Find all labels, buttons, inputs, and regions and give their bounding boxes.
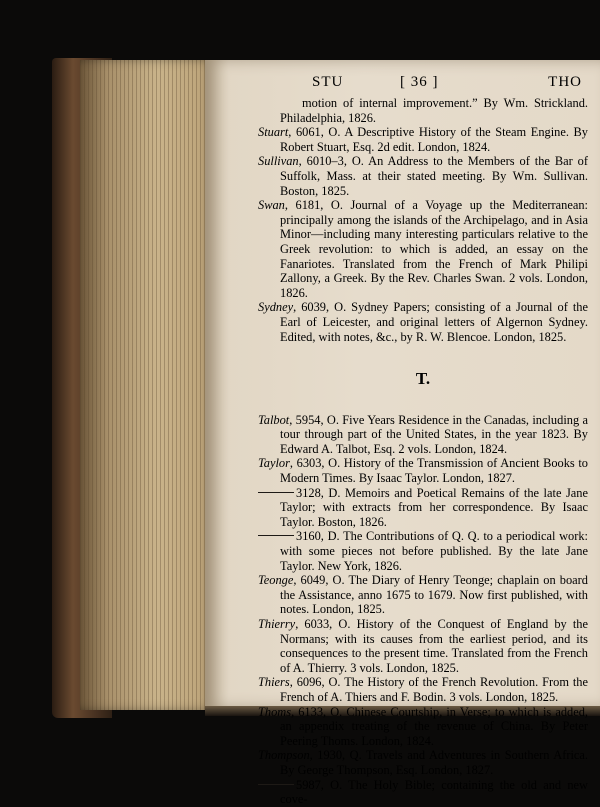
ditto-dash	[258, 535, 294, 536]
entry-text: , 6303, O. History of the Transmission of Ancient Books to Modern Times. By Isaac Taylor. London, 1827.	[280, 456, 588, 486]
entry-text: , 6033, O. History of the Conquest of England by the Normans; with its causes from the earliest period, and its consequences to the present time. Translated from the French of A. Thierry. 3 vols. London, 1825.	[280, 617, 588, 675]
catalogue-entry	[258, 617, 588, 675]
page-edges	[80, 60, 220, 710]
entry-text: 3160, D. The Contributions of Q. Q. to a periodical work: with some pieces not before published. By the late Jane Taylor. New York, 1826.	[280, 529, 588, 573]
catalogue-entry	[258, 573, 588, 617]
entry-text: , 6181, O. Journal of a Voyage up the Mediterranean: principally among the islands of the Archipelago, and in Asia Minor—including many interesting particulars relative to the Greek revolution: to which is added, an essay on the Fanariotes. Translated from the French of Mark Philipi Zallony, a Greek. By the Rev. Charles Swan. 2 vols. London, 1826.	[280, 198, 588, 300]
catalogue-entry	[258, 486, 588, 530]
entry-text: , 5954, O. Five Years Residence in the Canadas, including a tour through part of the United States, in the year 1823. By Edward A. Talbot, Esq. 2 vols. London, 1824.	[280, 412, 588, 456]
catalogue-entry	[258, 456, 588, 485]
entry-text: , 6133, O. Chinese Courtship, in Verse; to which is added, an appendix treating of the revenue of China. By Peter Peering Thoms. London, 1824.	[280, 704, 588, 748]
entry-text: , 6039, O. Sydney Papers; consisting of a Journal of the Earl of Leicester, and original letters of Algernon Sydney. Edited, with notes, &c., by R. W. Blencoe. London, 1825.	[280, 300, 588, 344]
entry-author: Thoms	[258, 704, 292, 719]
catalogue-entry	[258, 198, 588, 300]
entry-author: Sullivan	[258, 154, 299, 169]
entry-author: Stuart	[258, 125, 289, 140]
ditto-dash	[258, 492, 294, 493]
header-right: THO	[548, 74, 582, 90]
entry-author: Swan	[258, 198, 285, 213]
entry-author: Teonge	[258, 573, 294, 588]
entry-list-t	[258, 413, 588, 807]
entry-author: Taylor	[258, 456, 290, 471]
catalogue-entry	[258, 675, 588, 704]
catalogue-entry	[258, 529, 588, 573]
catalogue-entry	[258, 154, 588, 198]
running-header	[312, 74, 582, 92]
entry-text: 5987, O. The Holy Bible; containing the old and new cove-	[280, 777, 588, 807]
page-number: [ 36 ]	[400, 74, 439, 90]
continued-entry: motion of internal improvement.” By Wm. Strickland. Philadelphia, 1826.	[280, 96, 588, 125]
entry-text: 3128, D. Memoirs and Poetical Remains of the late Jane Taylor; with extracts from her correspondence. By Isaac Taylor. Boston, 1826.	[280, 485, 588, 529]
catalogue-entry	[258, 300, 588, 344]
catalogue-entry	[258, 413, 588, 457]
entry-text: , 1930, Q. Travels and Adventures in Southern Africa. By George Thompson, Esq. London, 1827.	[280, 748, 588, 777]
entry-author: Thompson	[258, 748, 310, 763]
entry-text: , 6010–3, O. An Address to the Members of the Bar of Suffolk, Mass. at their stated meeting. By Wm. Sullivan. Boston, 1825.	[280, 154, 588, 198]
catalogue-entry	[258, 705, 588, 749]
ditto-dash	[258, 784, 294, 785]
catalogue-text	[258, 96, 588, 807]
header-left: STU	[312, 74, 344, 90]
entry-author: Thierry	[258, 617, 296, 631]
entry-author: Talbot	[258, 412, 290, 427]
catalogue-entry	[258, 125, 588, 154]
entry-text: , 6049, O. The Diary of Henry Teonge; chaplain on board the Assistance, anno 1675 to 1679. Now first published, with notes. London, 1825.	[280, 573, 588, 617]
entry-text: , 6061, O. A Descriptive History of the Steam Engine. By Robert Stuart, Esq. 2d edit. London, 1824.	[280, 125, 588, 154]
section-letter: T.	[415, 369, 431, 389]
entry-text: , 6096, O. The History of the French Revolution. From the French of A. Thiers and F. Bodin. 3 vols. London, 1825.	[280, 675, 588, 704]
entry-author: Thiers	[258, 675, 290, 690]
catalogue-entry	[258, 748, 588, 777]
catalogue-entry	[258, 778, 588, 807]
entry-author: Sydney	[258, 300, 294, 315]
entry-list-stu	[258, 125, 588, 344]
